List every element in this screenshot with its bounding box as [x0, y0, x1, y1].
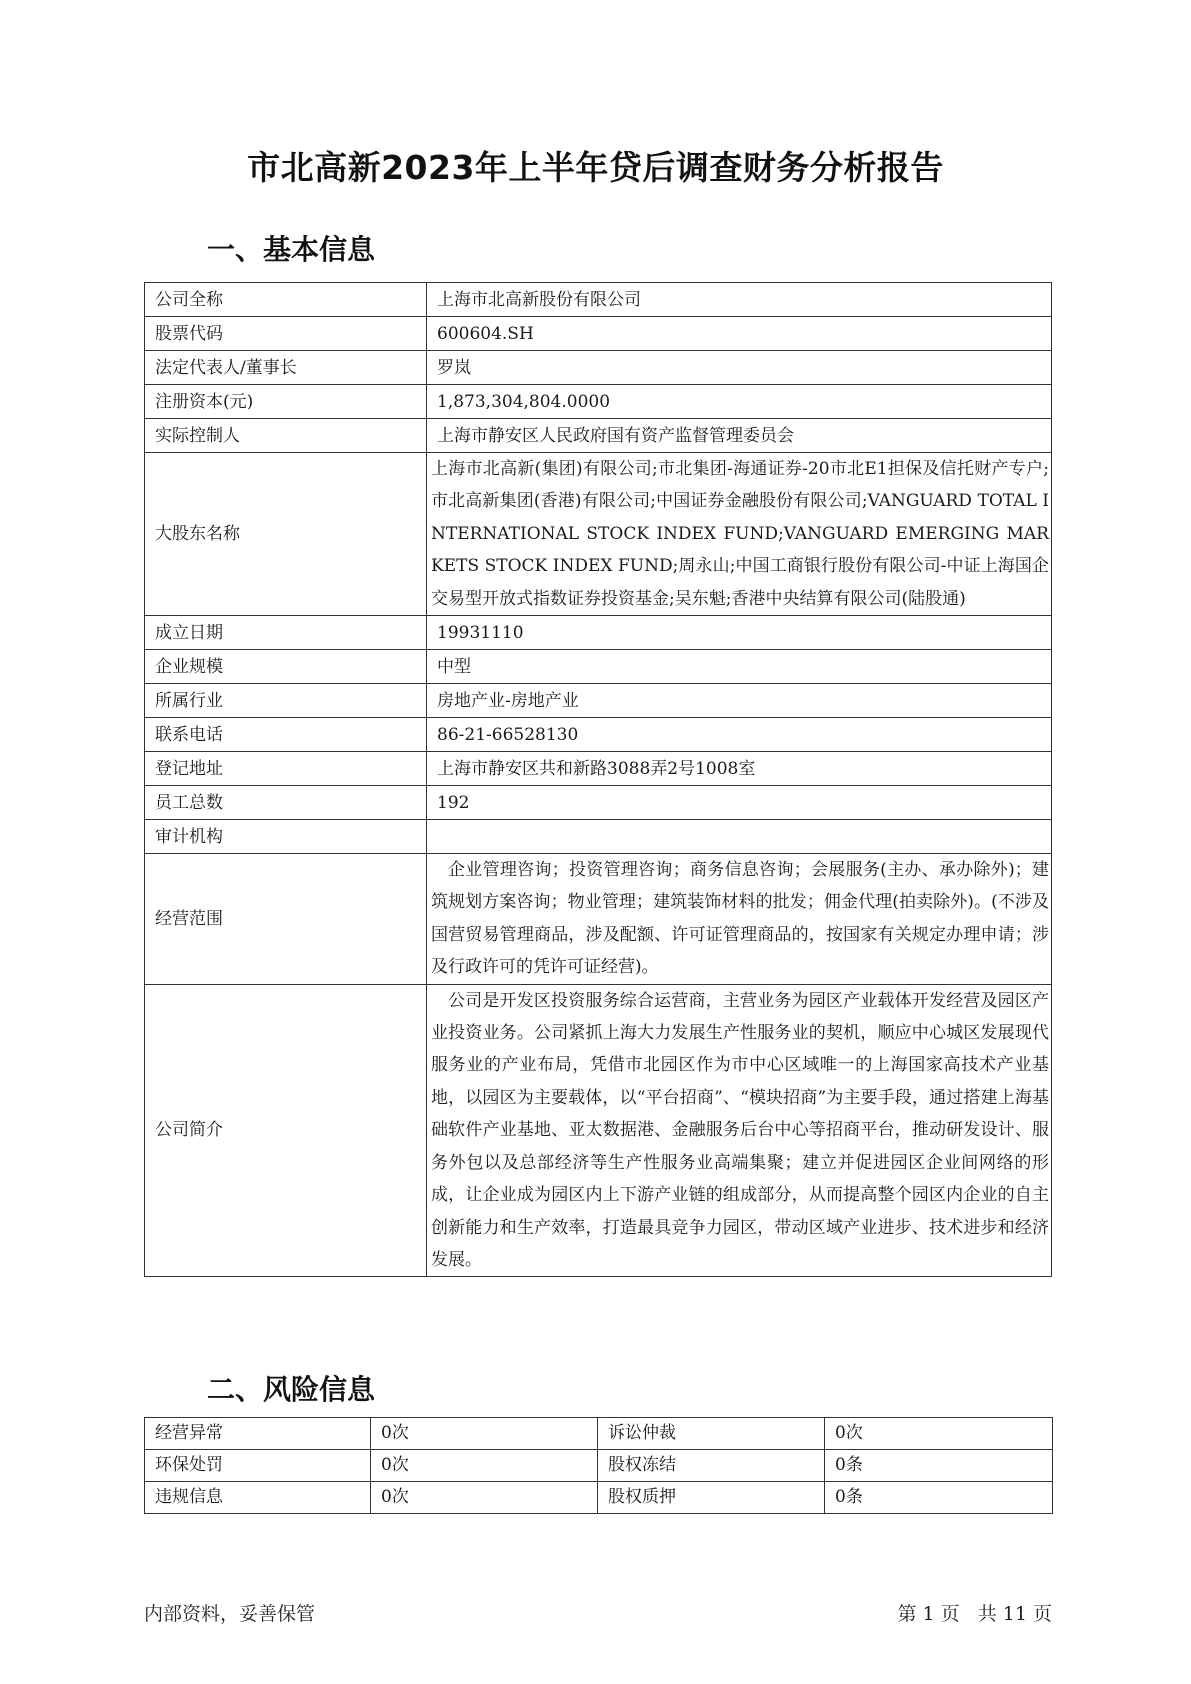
row-label: 登记地址 [145, 752, 427, 786]
row-value: 86-21-66528130 [427, 718, 1052, 752]
row-value: 上海市北高新股份有限公司 [427, 283, 1052, 317]
risk-label: 诉讼仲裁 [598, 1418, 825, 1450]
risk-value: 0条 [825, 1450, 1053, 1482]
table-row [145, 1450, 1053, 1482]
row-label: 成立日期 [145, 616, 427, 650]
row-value: 罗岚 [427, 351, 1052, 385]
table-row [145, 1418, 1053, 1450]
risk-label: 环保处罚 [145, 1450, 371, 1482]
row-label: 实际控制人 [145, 419, 427, 453]
row-label: 注册资本(元) [145, 385, 427, 419]
footer-page-number: 第 1 页 共 11 页 [897, 1603, 1052, 1625]
table-row [145, 650, 1052, 684]
row-label: 审计机构 [145, 820, 427, 854]
table-row [145, 351, 1052, 385]
table-row [145, 786, 1052, 820]
row-value: 192 [427, 786, 1052, 820]
document-title: 市北高新2023年上半年贷后调查财务分析报告 [247, 148, 944, 187]
row-label: 联系电话 [145, 718, 427, 752]
risk-info-table [144, 1417, 1053, 1514]
section-heading-basic-info: 一、基本信息 [207, 233, 376, 266]
table-row [145, 317, 1052, 351]
row-label: 股票代码 [145, 317, 427, 351]
risk-label: 违规信息 [145, 1482, 371, 1514]
table-row [145, 283, 1052, 317]
row-value: 上海市静安区共和新路3088弄2号1008室 [427, 752, 1052, 786]
table-row [145, 1482, 1053, 1514]
footer-confidential-note: 内部资料，妥善保管 [144, 1603, 316, 1625]
row-value: 企业管理咨询；投资管理咨询；商务信息咨询；会展服务(主办、承办除外)；建筑规划方案咨询；物业管理；建筑装饰材料的批发；佣金代理(拍卖除外)。(不涉及国营贸易管理商品，涉及配额、许可证管理商品的，按国家有关规定办理申请；涉及行政许可的凭许可证经营)。 [427, 854, 1052, 985]
table-row [145, 419, 1052, 453]
basic-info-table [144, 282, 1052, 1277]
row-value: 中型 [427, 650, 1052, 684]
table-row [145, 752, 1052, 786]
risk-value: 0次 [825, 1418, 1053, 1450]
risk-label: 经营异常 [145, 1418, 371, 1450]
row-label: 公司简介 [145, 984, 427, 1277]
risk-value: 0次 [371, 1482, 598, 1514]
table-row [145, 718, 1052, 752]
row-value: 19931110 [427, 616, 1052, 650]
table-row [145, 854, 1052, 985]
row-value: 房地产业-房地产业 [427, 684, 1052, 718]
risk-label: 股权质押 [598, 1482, 825, 1514]
risk-value: 0条 [825, 1482, 1053, 1514]
row-value: 600604.SH [427, 317, 1052, 351]
table-row [145, 616, 1052, 650]
risk-label: 股权冻结 [598, 1450, 825, 1482]
row-label: 法定代表人/董事长 [145, 351, 427, 385]
table-row [145, 385, 1052, 419]
row-label: 所属行业 [145, 684, 427, 718]
row-label: 员工总数 [145, 786, 427, 820]
row-value: 公司是开发区投资服务综合运营商，主营业务为园区产业载体开发经营及园区产业投资业务。公司紧抓上海大力发展生产性服务业的契机，顺应中心城区发展现代服务业的产业布局，凭借市北园区作为市中心区域唯一的上海国家高技术产业基地，以园区为主要载体，以“平台招商”、“模块招商”为主要手段，通过搭建上海基础软件产业基地、亚太数据港、金融服务后台中心等招商平台，推动研发设计、服务外包以及总部经济等生产性服务业高端集聚；建立并促进园区企业间网络的形成，让企业成为园区内上下游产业链的组成部分，从而提高整个园区内企业的自主创新能力和生产效率，打造最具竞争力园区，带动区域产业进步、技术进步和经济发展。 [427, 984, 1052, 1277]
row-value: 上海市静安区人民政府国有资产监督管理委员会 [427, 419, 1052, 453]
table-row [145, 984, 1052, 1277]
row-value: 1,873,304,804.0000 [427, 385, 1052, 419]
row-label: 公司全称 [145, 283, 427, 317]
risk-value: 0次 [371, 1450, 598, 1482]
row-value: 上海市北高新(集团)有限公司;市北集团-海通证券-20市北E1担保及信托财产专户;市北高新集团(香港)有限公司;中国证券金融股份有限公司;VANGUARD TOTAL INTERNATIONAL STOCK INDEX FUND;VANGUARD EMERGING MARKETS STOCK INDEX FUND;周永山;中国工商银行股份有限公司-中证上海国企交易型开放式指数证券投资基金;吴东魁;香港中央结算有限公司(陆股通) [427, 453, 1052, 616]
row-label: 大股东名称 [145, 453, 427, 616]
table-row [145, 684, 1052, 718]
section-heading-risk-info: 二、风险信息 [207, 1373, 376, 1406]
row-label: 企业规模 [145, 650, 427, 684]
risk-value: 0次 [371, 1418, 598, 1450]
row-label: 经营范围 [145, 854, 427, 985]
row-value [427, 820, 1052, 854]
table-row [145, 820, 1052, 854]
table-row [145, 453, 1052, 616]
